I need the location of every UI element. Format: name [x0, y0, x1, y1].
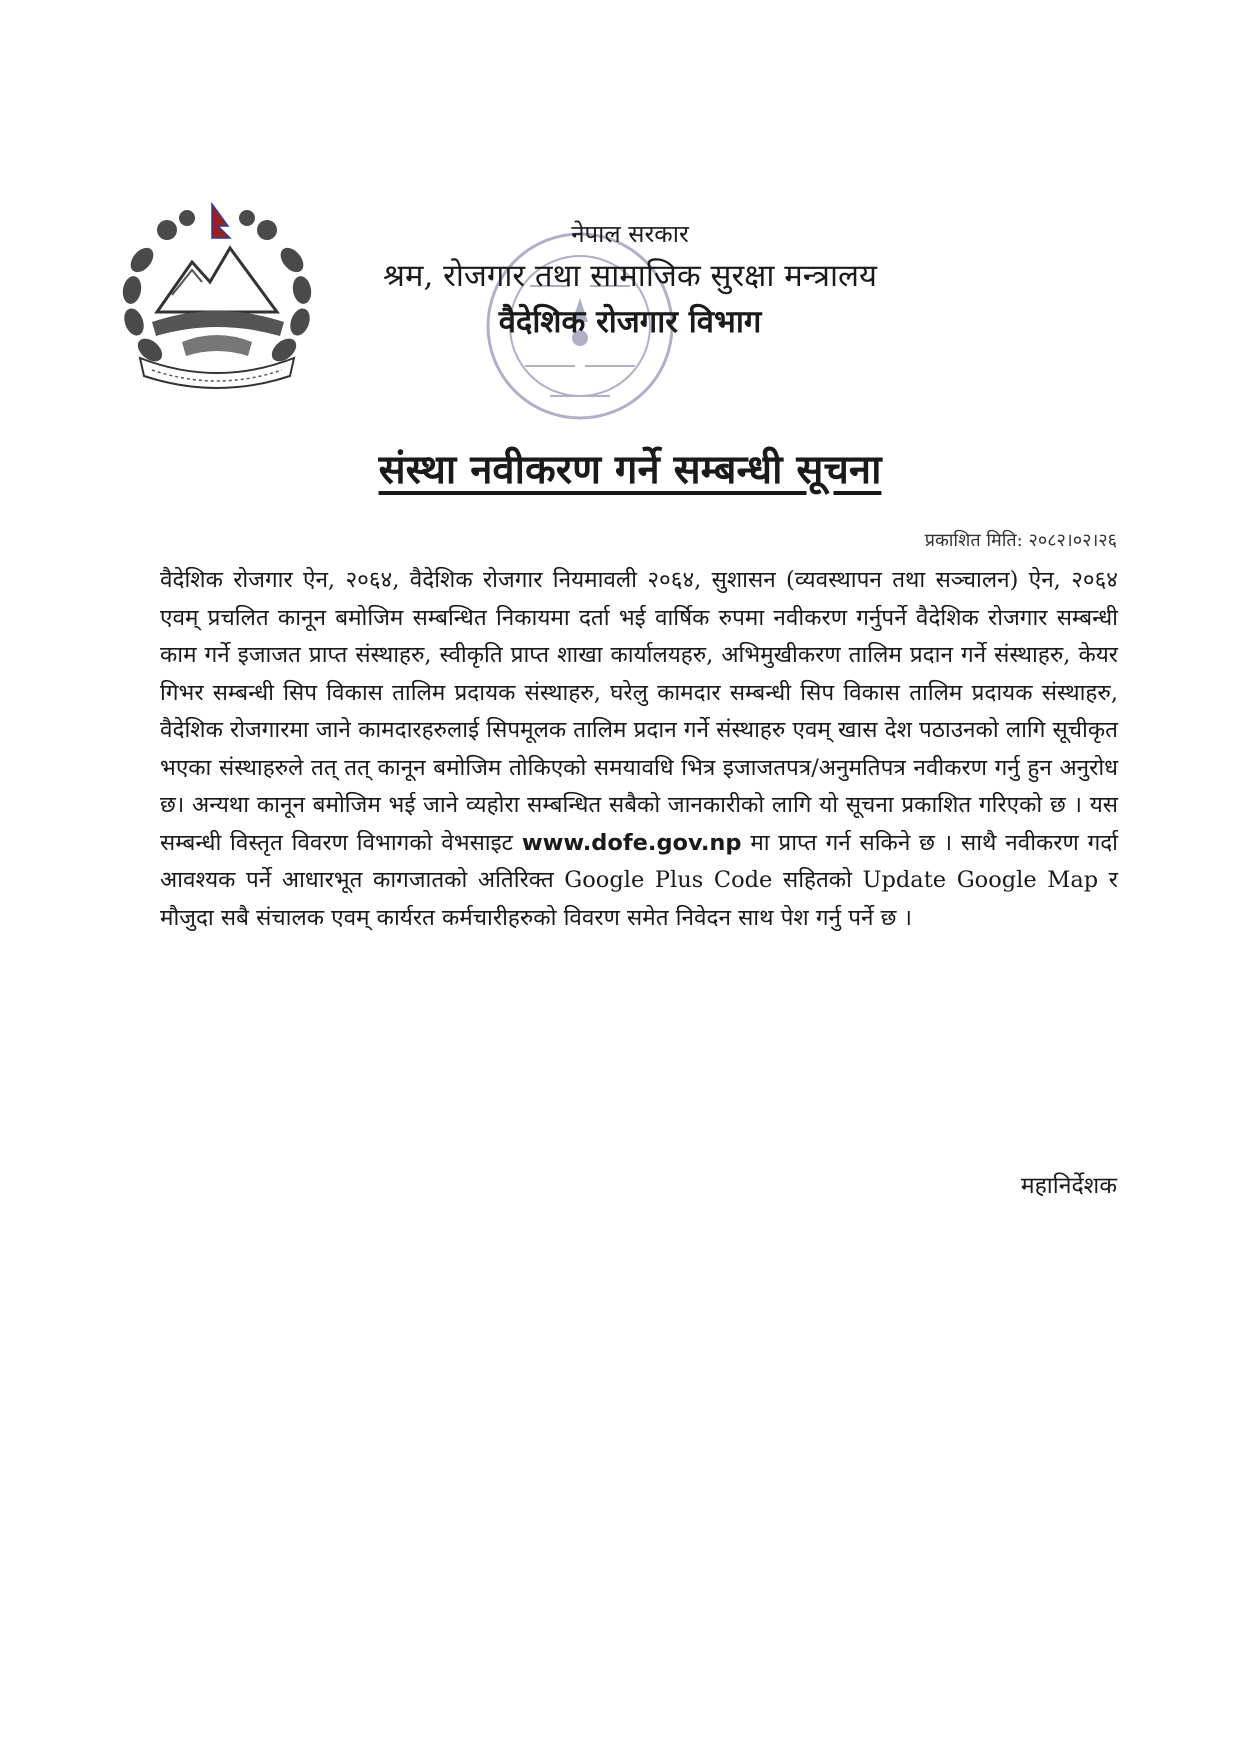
notice-title: संस्था नवीकरण गर्ने सम्बन्धी सूचना: [378, 446, 882, 493]
notice-body-part2: मा प्राप्त गर्न सकिने छ । साथै नवीकरण गर्दा आवश्यक पर्ने आधारभूत कागजातको अतिरिक्त Google Plus Code सहितको Update Google Map र मौजुदा सबै संचालक एवम् कार्यरत कर्मचारीहरुको विवरण समेत निवेदन साथ पेश गर्नु पर्ने छ ।: [160, 829, 1119, 931]
notice-body-part1: वैदेशिक रोजगार ऐन, २०६४, वैदेशिक रोजगार नियमावली २०६४, सुशासन (व्यवस्थापन तथा सञ्चालन) ऐन, २०६४ एवम् प्रचलित कानून बमोजिम सम्बन्धित निकायमा दर्ता भई वार्षिक रुपमा नवीकरण गर्नुपर्ने वैदेशिक रोजगार सम्बन्धी काम गर्ने इजाजत प्राप्त संस्थाहरु, स्वीकृति प्राप्त शाखा कार्यालयहरु, अभिमुखीकरण तालिम प्रदान गर्ने संस्थाहरु, केयर गिभर सम्बन्धी सिप विकास तालिम प्रदायक संस्थाहरु, घरेलु कामदार सम्बन्धी सिप विकास तालिम प्रदायक संस्थाहरु, वैदेशिक रोजगारमा जाने कामदारहरुलाई सिपमूलक तालिम प्रदान गर्ने संस्थाहरु एवम् खास देश पठाउनको लागि सूचीकृत भएका संस्थाहरुले तत् तत् कानून बमोजिम तोकिएको समयावधि भित्र इजाजतपत्र/अनुमतिपत्र नवीकरण गर्नु हुन अनुरोध छ। अन्यथा कानून बमोजिम भई जाने व्यहोरा सम्बन्धित सबैको जानकारीको लागि यो सूचना प्रकाशित गरिएको छ । यस सम्बन्धी विस्तृत विवरण विभागको वेभसाइट: [160, 567, 1118, 856]
department-name: वैदेशिक रोजगार विभाग: [498, 304, 762, 340]
publish-date: [925, 528, 1117, 552]
publish-date-value: २०८२।०२।२६: [1028, 530, 1117, 551]
notice-body: [160, 562, 1118, 937]
government-name: नेपाल सरकार: [571, 220, 689, 248]
nepal-emblem-icon: [112, 200, 322, 390]
ministry-name: श्रम, रोजगार तथा सामाजिक सुरक्षा मन्त्रालय: [382, 258, 878, 294]
signatory-title: महानिर्देशक: [1020, 1173, 1117, 1199]
website-link[interactable]: www.dofe.gov.np: [521, 829, 742, 856]
letterhead: [300, 218, 960, 344]
publish-date-label: प्रकाशित मिति:: [924, 530, 1023, 551]
